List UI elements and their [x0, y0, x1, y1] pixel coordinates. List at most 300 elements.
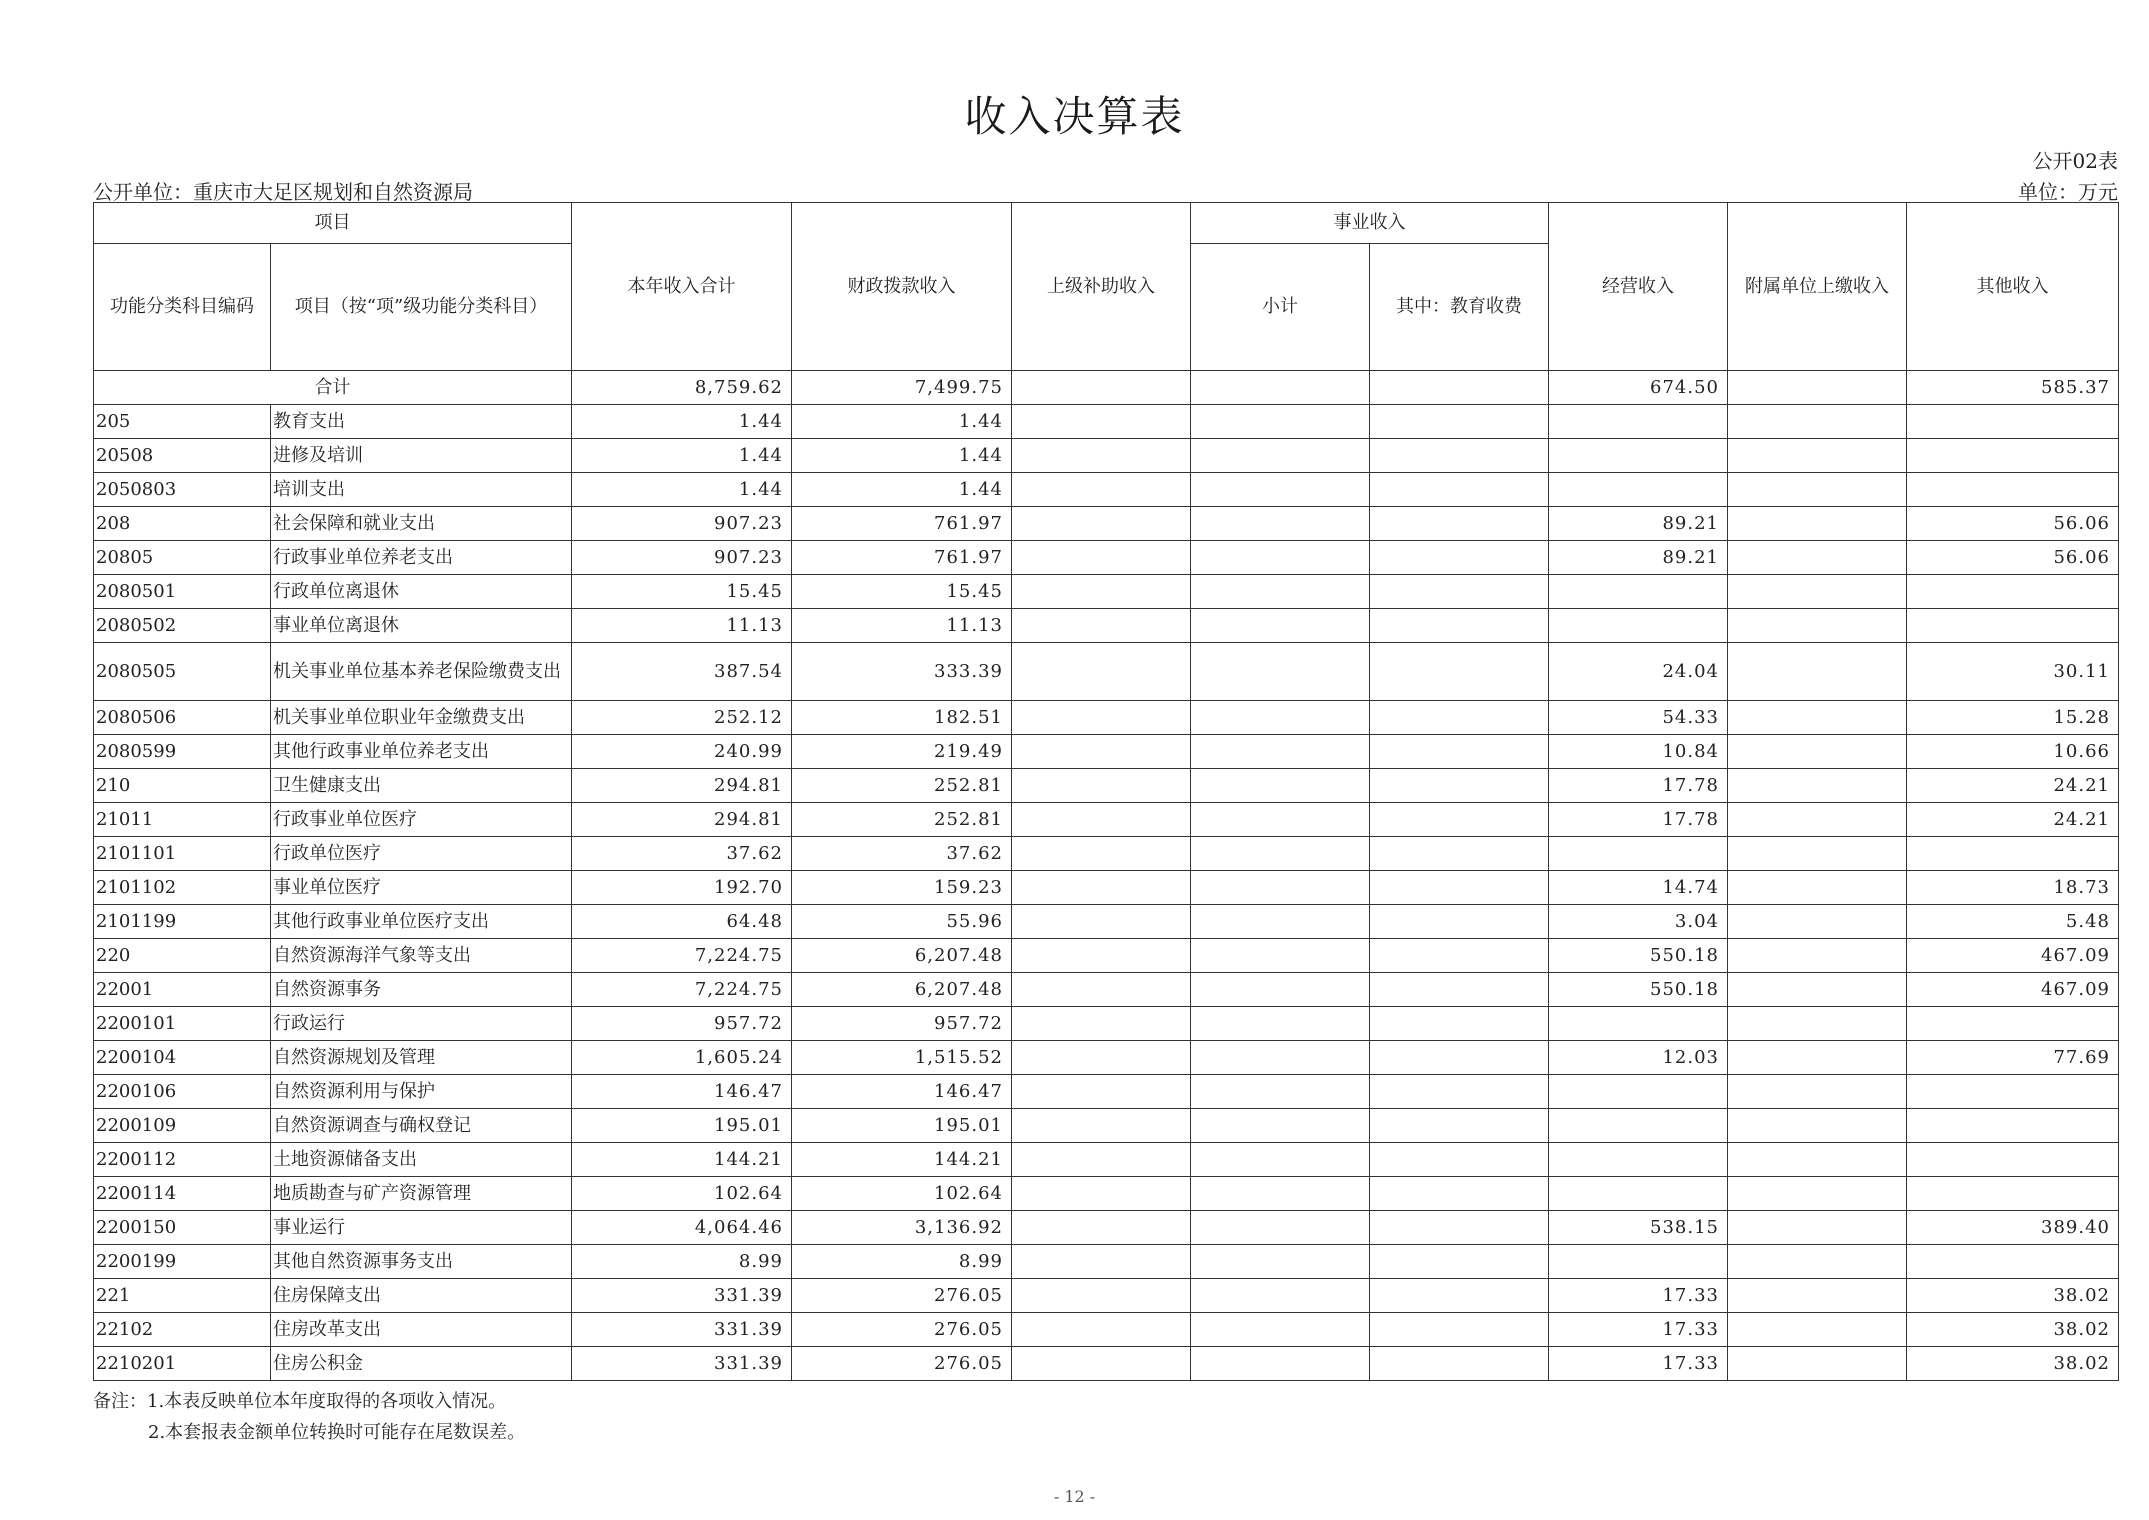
- cell-subtotal: [1191, 701, 1370, 735]
- cell-superior: [1012, 439, 1191, 473]
- cell-code: 2080505: [94, 643, 271, 701]
- cell-name: 事业单位离退休: [271, 609, 572, 643]
- cell-code: 2080599: [94, 735, 271, 769]
- cell-affiliated: [1728, 871, 1907, 905]
- total-affiliated: [1728, 371, 1907, 405]
- cell-subtotal: [1191, 1347, 1370, 1381]
- cell-total: 7,224.75: [572, 939, 792, 973]
- cell-affiliated: [1728, 1211, 1907, 1245]
- cell-operating: 89.21: [1549, 507, 1728, 541]
- cell-affiliated: [1728, 973, 1907, 1007]
- cell-edu: [1370, 1313, 1549, 1347]
- cell-superior: [1012, 871, 1191, 905]
- cell-subtotal: [1191, 803, 1370, 837]
- total-sum: 8,759.62: [572, 371, 792, 405]
- cell-fiscal: 55.96: [792, 905, 1012, 939]
- cell-affiliated: [1728, 905, 1907, 939]
- cell-subtotal: [1191, 735, 1370, 769]
- cell-superior: [1012, 1347, 1191, 1381]
- cell-code: 22001: [94, 973, 271, 1007]
- cell-name: 住房保障支出: [271, 1279, 572, 1313]
- cell-edu: [1370, 871, 1549, 905]
- cell-total: 8.99: [572, 1245, 792, 1279]
- cell-affiliated: [1728, 473, 1907, 507]
- total-edu: [1370, 371, 1549, 405]
- income-table: [93, 202, 2119, 1381]
- cell-other: [1907, 439, 2119, 473]
- cell-other: 10.66: [1907, 735, 2119, 769]
- cell-fiscal: 159.23: [792, 871, 1012, 905]
- cell-other: 467.09: [1907, 973, 2119, 1007]
- cell-fiscal: 195.01: [792, 1109, 1012, 1143]
- cell-edu: [1370, 1347, 1549, 1381]
- cell-code: 2050803: [94, 473, 271, 507]
- cell-affiliated: [1728, 609, 1907, 643]
- total-superior: [1012, 371, 1191, 405]
- cell-code: 208: [94, 507, 271, 541]
- cell-operating: 54.33: [1549, 701, 1728, 735]
- cell-affiliated: [1728, 701, 1907, 735]
- table-row: [94, 575, 2119, 609]
- total-other: 585.37: [1907, 371, 2119, 405]
- cell-superior: [1012, 541, 1191, 575]
- table-row: [94, 1075, 2119, 1109]
- cell-code: 2200199: [94, 1245, 271, 1279]
- cell-other: 30.11: [1907, 643, 2119, 701]
- cell-total: 144.21: [572, 1143, 792, 1177]
- cell-subtotal: [1191, 1109, 1370, 1143]
- table-row: [94, 1211, 2119, 1245]
- cell-superior: [1012, 973, 1191, 1007]
- cell-superior: [1012, 473, 1191, 507]
- cell-operating: 89.21: [1549, 541, 1728, 575]
- cell-operating: [1549, 405, 1728, 439]
- cell-affiliated: [1728, 1245, 1907, 1279]
- cell-operating: 17.78: [1549, 803, 1728, 837]
- cell-edu: [1370, 1075, 1549, 1109]
- cell-affiliated: [1728, 1279, 1907, 1313]
- cell-code: 2200106: [94, 1075, 271, 1109]
- cell-total: 37.62: [572, 837, 792, 871]
- cell-superior: [1012, 905, 1191, 939]
- header-name: 项目（按“项”级功能分类科目）: [271, 244, 572, 371]
- cell-subtotal: [1191, 405, 1370, 439]
- cell-code: 205: [94, 405, 271, 439]
- header-business: 事业收入: [1191, 203, 1549, 244]
- cell-operating: 12.03: [1549, 1041, 1728, 1075]
- cell-subtotal: [1191, 507, 1370, 541]
- cell-superior: [1012, 769, 1191, 803]
- table-row: [94, 1313, 2119, 1347]
- cell-total: 4,064.46: [572, 1211, 792, 1245]
- cell-fiscal: 761.97: [792, 541, 1012, 575]
- cell-edu: [1370, 1041, 1549, 1075]
- cell-other: [1907, 1143, 2119, 1177]
- table-row: [94, 1109, 2119, 1143]
- cell-operating: [1549, 1245, 1728, 1279]
- table-row: [94, 439, 2119, 473]
- cell-affiliated: [1728, 735, 1907, 769]
- cell-fiscal: 252.81: [792, 769, 1012, 803]
- table-row: [94, 1347, 2119, 1381]
- cell-subtotal: [1191, 541, 1370, 575]
- table-row: [94, 1041, 2119, 1075]
- cell-operating: 17.33: [1549, 1347, 1728, 1381]
- cell-code: 2080506: [94, 701, 271, 735]
- cell-affiliated: [1728, 1007, 1907, 1041]
- cell-affiliated: [1728, 1177, 1907, 1211]
- cell-operating: [1549, 1143, 1728, 1177]
- cell-total: 907.23: [572, 507, 792, 541]
- cell-other: [1907, 1075, 2119, 1109]
- cell-other: 77.69: [1907, 1041, 2119, 1075]
- total-fiscal: 7,499.75: [792, 371, 1012, 405]
- cell-operating: [1549, 439, 1728, 473]
- cell-edu: [1370, 643, 1549, 701]
- cell-fiscal: 252.81: [792, 803, 1012, 837]
- cell-fiscal: 3,136.92: [792, 1211, 1012, 1245]
- cell-name: 其他行政事业单位养老支出: [271, 735, 572, 769]
- cell-name: 事业单位医疗: [271, 871, 572, 905]
- cell-operating: 17.33: [1549, 1313, 1728, 1347]
- cell-name: 卫生健康支出: [271, 769, 572, 803]
- cell-operating: 538.15: [1549, 1211, 1728, 1245]
- cell-edu: [1370, 1177, 1549, 1211]
- cell-code: 2200114: [94, 1177, 271, 1211]
- cell-code: 20805: [94, 541, 271, 575]
- cell-subtotal: [1191, 871, 1370, 905]
- table-row: [94, 939, 2119, 973]
- cell-other: [1907, 609, 2119, 643]
- cell-superior: [1012, 1075, 1191, 1109]
- cell-superior: [1012, 939, 1191, 973]
- note-line-2: 2.本套报表金额单位转换时可能存在尾数误差。: [148, 1422, 526, 1443]
- cell-total: 146.47: [572, 1075, 792, 1109]
- cell-affiliated: [1728, 405, 1907, 439]
- cell-fiscal: 1.44: [792, 473, 1012, 507]
- cell-edu: [1370, 973, 1549, 1007]
- cell-operating: [1549, 575, 1728, 609]
- cell-fiscal: 1.44: [792, 439, 1012, 473]
- cell-name: 自然资源事务: [271, 973, 572, 1007]
- cell-name: 土地资源储备支出: [271, 1143, 572, 1177]
- cell-operating: 550.18: [1549, 973, 1728, 1007]
- cell-superior: [1012, 1279, 1191, 1313]
- cell-affiliated: [1728, 1109, 1907, 1143]
- cell-name: 住房公积金: [271, 1347, 572, 1381]
- cell-other: 56.06: [1907, 541, 2119, 575]
- cell-subtotal: [1191, 609, 1370, 643]
- cell-total: 294.81: [572, 803, 792, 837]
- cell-other: 5.48: [1907, 905, 2119, 939]
- table-row: [94, 1245, 2119, 1279]
- cell-code: 2200109: [94, 1109, 271, 1143]
- table-row: [94, 837, 2119, 871]
- cell-subtotal: [1191, 643, 1370, 701]
- cell-affiliated: [1728, 439, 1907, 473]
- cell-edu: [1370, 473, 1549, 507]
- cell-other: 467.09: [1907, 939, 2119, 973]
- cell-edu: [1370, 1279, 1549, 1313]
- cell-name: 行政运行: [271, 1007, 572, 1041]
- table-row: [94, 473, 2119, 507]
- cell-subtotal: [1191, 1041, 1370, 1075]
- table-row: [94, 769, 2119, 803]
- cell-other: 24.21: [1907, 803, 2119, 837]
- total-row: [94, 371, 2119, 405]
- cell-fiscal: 276.05: [792, 1279, 1012, 1313]
- cell-name: 自然资源利用与保护: [271, 1075, 572, 1109]
- cell-superior: [1012, 803, 1191, 837]
- table-row: [94, 973, 2119, 1007]
- cell-superior: [1012, 1245, 1191, 1279]
- cell-operating: [1549, 1109, 1728, 1143]
- cell-subtotal: [1191, 939, 1370, 973]
- cell-code: 2200101: [94, 1007, 271, 1041]
- cell-name: 行政单位离退休: [271, 575, 572, 609]
- cell-superior: [1012, 1211, 1191, 1245]
- table-row: [94, 701, 2119, 735]
- cell-fiscal: 333.39: [792, 643, 1012, 701]
- cell-edu: [1370, 769, 1549, 803]
- cell-code: 2101102: [94, 871, 271, 905]
- table-number: 公开02表: [2032, 149, 2118, 173]
- header-operating: 经营收入: [1549, 203, 1728, 371]
- total-operating: 674.50: [1549, 371, 1728, 405]
- cell-operating: [1549, 837, 1728, 871]
- cell-name: 自然资源调查与确权登记: [271, 1109, 572, 1143]
- cell-name: 地质勘查与矿产资源管理: [271, 1177, 572, 1211]
- organization-label: 公开单位：重庆市大足区规划和自然资源局: [93, 180, 473, 204]
- cell-edu: [1370, 541, 1549, 575]
- cell-fiscal: 144.21: [792, 1143, 1012, 1177]
- cell-fiscal: 1.44: [792, 405, 1012, 439]
- cell-subtotal: [1191, 439, 1370, 473]
- cell-operating: 10.84: [1549, 735, 1728, 769]
- cell-other: 18.73: [1907, 871, 2119, 905]
- cell-edu: [1370, 609, 1549, 643]
- header-subtotal: 小计: [1191, 244, 1370, 371]
- table-row: [94, 405, 2119, 439]
- cell-affiliated: [1728, 803, 1907, 837]
- cell-name: 社会保障和就业支出: [271, 507, 572, 541]
- cell-name: 进修及培训: [271, 439, 572, 473]
- cell-name: 机关事业单位基本养老保险缴费支出: [271, 643, 572, 701]
- cell-affiliated: [1728, 541, 1907, 575]
- cell-code: 2200150: [94, 1211, 271, 1245]
- total-label: 合计: [94, 371, 572, 405]
- cell-superior: [1012, 837, 1191, 871]
- cell-fiscal: 1,515.52: [792, 1041, 1012, 1075]
- header-row-1: [94, 203, 2119, 244]
- cell-total: 387.54: [572, 643, 792, 701]
- cell-superior: [1012, 1177, 1191, 1211]
- cell-other: [1907, 837, 2119, 871]
- cell-code: 220: [94, 939, 271, 973]
- cell-superior: [1012, 609, 1191, 643]
- cell-subtotal: [1191, 1211, 1370, 1245]
- cell-other: [1907, 473, 2119, 507]
- cell-other: 15.28: [1907, 701, 2119, 735]
- cell-code: 2210201: [94, 1347, 271, 1381]
- cell-affiliated: [1728, 939, 1907, 973]
- cell-total: 331.39: [572, 1279, 792, 1313]
- cell-total: 1.44: [572, 439, 792, 473]
- header-code: 功能分类科目编码: [94, 244, 271, 371]
- cell-name: 行政单位医疗: [271, 837, 572, 871]
- cell-name: 自然资源规划及管理: [271, 1041, 572, 1075]
- cell-subtotal: [1191, 1007, 1370, 1041]
- cell-total: 331.39: [572, 1313, 792, 1347]
- cell-name: 机关事业单位职业年金缴费支出: [271, 701, 572, 735]
- cell-subtotal: [1191, 769, 1370, 803]
- header-edu: 其中：教育收费: [1370, 244, 1549, 371]
- cell-superior: [1012, 701, 1191, 735]
- cell-superior: [1012, 1007, 1191, 1041]
- cell-other: 24.21: [1907, 769, 2119, 803]
- cell-affiliated: [1728, 507, 1907, 541]
- cell-other: [1907, 1177, 2119, 1211]
- header-item: 项目: [94, 203, 572, 244]
- cell-affiliated: [1728, 1041, 1907, 1075]
- cell-fiscal: 957.72: [792, 1007, 1012, 1041]
- header-affiliated: 附属单位上缴收入: [1728, 203, 1907, 371]
- cell-total: 192.70: [572, 871, 792, 905]
- cell-edu: [1370, 701, 1549, 735]
- cell-other: 38.02: [1907, 1279, 2119, 1313]
- cell-operating: [1549, 1075, 1728, 1109]
- cell-name: 事业运行: [271, 1211, 572, 1245]
- cell-subtotal: [1191, 973, 1370, 1007]
- cell-subtotal: [1191, 1177, 1370, 1211]
- cell-operating: [1549, 1007, 1728, 1041]
- cell-other: 389.40: [1907, 1211, 2119, 1245]
- cell-fiscal: 6,207.48: [792, 973, 1012, 1007]
- cell-code: 210: [94, 769, 271, 803]
- table-row: [94, 905, 2119, 939]
- cell-superior: [1012, 1313, 1191, 1347]
- cell-fiscal: 146.47: [792, 1075, 1012, 1109]
- cell-code: 21011: [94, 803, 271, 837]
- cell-affiliated: [1728, 575, 1907, 609]
- cell-total: 907.23: [572, 541, 792, 575]
- cell-name: 行政事业单位养老支出: [271, 541, 572, 575]
- header-superior: 上级补助收入: [1012, 203, 1191, 371]
- cell-fiscal: 37.62: [792, 837, 1012, 871]
- cell-total: 7,224.75: [572, 973, 792, 1007]
- cell-name: 住房改革支出: [271, 1313, 572, 1347]
- cell-operating: 24.04: [1549, 643, 1728, 701]
- cell-superior: [1012, 643, 1191, 701]
- cell-operating: 17.78: [1549, 769, 1728, 803]
- cell-subtotal: [1191, 1279, 1370, 1313]
- cell-affiliated: [1728, 1143, 1907, 1177]
- table-row: [94, 643, 2119, 701]
- cell-operating: [1549, 473, 1728, 507]
- cell-edu: [1370, 905, 1549, 939]
- cell-total: 11.13: [572, 609, 792, 643]
- cell-superior: [1012, 575, 1191, 609]
- table-row: [94, 1279, 2119, 1313]
- cell-edu: [1370, 735, 1549, 769]
- cell-code: 2080502: [94, 609, 271, 643]
- notes: [93, 1386, 525, 1448]
- cell-subtotal: [1191, 1143, 1370, 1177]
- table-row: [94, 1143, 2119, 1177]
- cell-fiscal: 182.51: [792, 701, 1012, 735]
- cell-edu: [1370, 405, 1549, 439]
- cell-subtotal: [1191, 837, 1370, 871]
- cell-superior: [1012, 1109, 1191, 1143]
- cell-operating: 17.33: [1549, 1279, 1728, 1313]
- cell-name: 自然资源海洋气象等支出: [271, 939, 572, 973]
- cell-other: [1907, 575, 2119, 609]
- header-other: 其他收入: [1907, 203, 2119, 371]
- cell-name: 教育支出: [271, 405, 572, 439]
- cell-code: 2101199: [94, 905, 271, 939]
- cell-other: [1907, 1109, 2119, 1143]
- cell-edu: [1370, 1211, 1549, 1245]
- cell-name: 其他自然资源事务支出: [271, 1245, 572, 1279]
- page-title: 收入决算表: [964, 92, 1185, 141]
- cell-code: 221: [94, 1279, 271, 1313]
- cell-fiscal: 276.05: [792, 1347, 1012, 1381]
- cell-fiscal: 761.97: [792, 507, 1012, 541]
- cell-fiscal: 8.99: [792, 1245, 1012, 1279]
- table-row: [94, 1177, 2119, 1211]
- cell-name: 行政事业单位医疗: [271, 803, 572, 837]
- cell-fiscal: 11.13: [792, 609, 1012, 643]
- cell-total: 1.44: [572, 405, 792, 439]
- cell-total: 64.48: [572, 905, 792, 939]
- cell-total: 195.01: [572, 1109, 792, 1143]
- cell-edu: [1370, 1143, 1549, 1177]
- table-row: [94, 609, 2119, 643]
- cell-fiscal: 219.49: [792, 735, 1012, 769]
- cell-fiscal: 6,207.48: [792, 939, 1012, 973]
- cell-superior: [1012, 1041, 1191, 1075]
- cell-edu: [1370, 837, 1549, 871]
- cell-superior: [1012, 507, 1191, 541]
- table-row: [94, 871, 2119, 905]
- cell-affiliated: [1728, 1313, 1907, 1347]
- cell-edu: [1370, 439, 1549, 473]
- cell-operating: [1549, 609, 1728, 643]
- cell-superior: [1012, 735, 1191, 769]
- cell-subtotal: [1191, 1313, 1370, 1347]
- header-total: 本年收入合计: [572, 203, 792, 371]
- cell-code: 2200104: [94, 1041, 271, 1075]
- header-fiscal: 财政拨款收入: [792, 203, 1012, 371]
- cell-edu: [1370, 507, 1549, 541]
- cell-other: [1907, 1245, 2119, 1279]
- cell-superior: [1012, 1143, 1191, 1177]
- cell-other: 38.02: [1907, 1347, 2119, 1381]
- cell-total: 1.44: [572, 473, 792, 507]
- cell-total: 15.45: [572, 575, 792, 609]
- table-row: [94, 803, 2119, 837]
- cell-affiliated: [1728, 837, 1907, 871]
- cell-fiscal: 276.05: [792, 1313, 1012, 1347]
- cell-code: 2101101: [94, 837, 271, 871]
- cell-operating: 550.18: [1549, 939, 1728, 973]
- page-number: - 12 -: [1053, 1487, 1096, 1506]
- cell-code: 2200112: [94, 1143, 271, 1177]
- cell-name: 培训支出: [271, 473, 572, 507]
- cell-name: 其他行政事业单位医疗支出: [271, 905, 572, 939]
- cell-code: 20508: [94, 439, 271, 473]
- cell-edu: [1370, 939, 1549, 973]
